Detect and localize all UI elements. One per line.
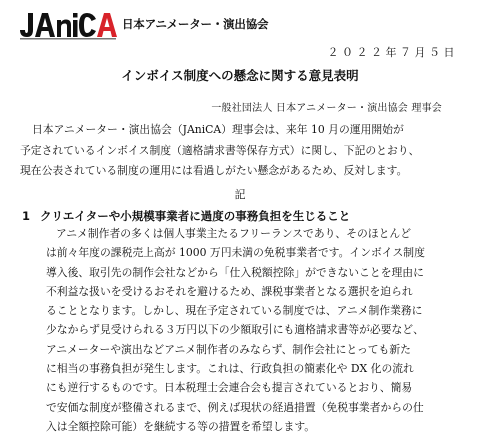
issuer: 一般社団法人 日本アニメーター・演出協会 理事会 xyxy=(211,103,442,114)
body-line: は前々年度の課税売上高が 1000 万円未満の免税事業者です。インボイス制度 xyxy=(46,246,425,260)
intro-paragraph xyxy=(20,120,468,182)
janica-logo-icon xyxy=(16,10,120,40)
body-line: にも逆行するものです。日本税理士会連合会も提言されているとおり、簡易 xyxy=(46,381,413,395)
body-line: ることとなります。しかし、現在予定されている制度では、アニメ制作業務に xyxy=(46,304,423,318)
body-line: アニメ制作者の多くは個人事業主たるフリーランスであり、そのほとんど xyxy=(56,227,411,240)
body-line: で安価な制度が整備されるまで、例えば現状の経過措置（免税事業者からの仕 xyxy=(46,400,424,414)
body-line: 少なからず見受けられる３万円以下の少額取引にも適格請求書等が必要など、 xyxy=(46,323,424,337)
body-line: アニメーターや演出などアニメ制作者のみならず、制作会社にとっても新た xyxy=(46,342,411,356)
org-name: 日本アニメーター・演出協会 xyxy=(122,17,269,31)
intro-line: 日本アニメーター・演出協会（JAniCA）理事会は、来年 10 月の運用開始が xyxy=(32,123,404,136)
document-title: インボイス制度への懸念に関する意見表明 xyxy=(121,68,359,83)
section-body xyxy=(46,224,470,436)
intro-line: 予定されているインボイス制度（適格請求書等保存方式）に関し、下記のとおり、 xyxy=(20,143,420,157)
body-line: 入は全額控除可能）を継続する等の措置を希望します。 xyxy=(46,419,316,433)
ki-heading: 記 xyxy=(234,188,246,201)
document-date: ２０２２年７月５日 xyxy=(327,46,458,59)
section-heading-text: クリエイターや小規模事業者に過度の事務負担を生じること xyxy=(40,209,351,223)
body-line: 導入後、取引先の制作会社などから「仕入税額控除」ができないことを理由に xyxy=(46,265,424,279)
section-number: 1 xyxy=(22,209,31,223)
body-line: 不利益な扱いを受けるおそれを避けるため、課税事業者となる選択を迫られ xyxy=(46,284,413,298)
body-line: に相当の事務負担が発生します。これは、行政負担の簡素化や DX 化の流れ xyxy=(46,362,414,376)
intro-line: 現在公表されている制度の運用には看過しがたい懸念があるため、反対します。 xyxy=(20,164,408,177)
section-heading xyxy=(22,208,350,224)
